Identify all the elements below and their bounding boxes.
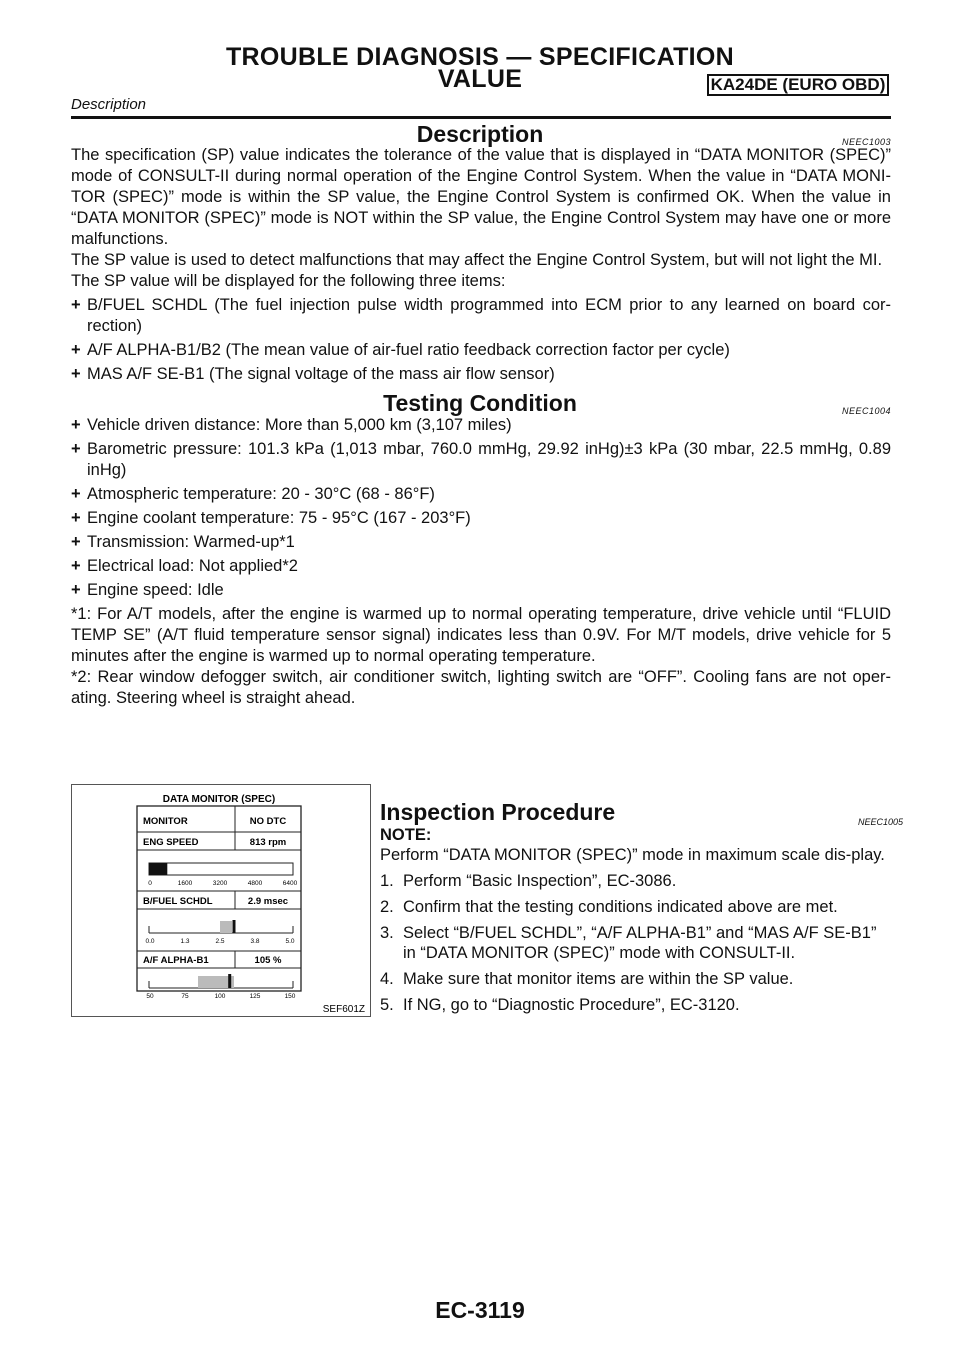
figure-row-label: A/F ALPHA-B1: [143, 955, 209, 966]
scale-label: 125: [249, 993, 261, 1000]
step-number: 5.: [380, 996, 394, 1014]
step-number: 4.: [380, 970, 394, 988]
header-title-line2: VALUE: [437, 65, 523, 93]
scale-label: 75: [181, 993, 189, 1000]
inspection-step: [380, 897, 892, 917]
header-subtitle: Description: [71, 96, 147, 113]
testing-bullet: + Engine coolant temperature: 75 - 95°C (167 - 203°F): [71, 508, 891, 529]
scale-label: 3.8: [250, 938, 260, 945]
step-text: Perform “Basic Inspection”, EC-3086.: [403, 872, 677, 890]
note-label: NOTE:: [380, 826, 432, 844]
description-bullet: + MAS A/F SE-B1 (The signal voltage of the mass air flow sensor): [71, 364, 891, 385]
scale-label: 4800: [247, 880, 263, 887]
figure-title: DATA MONITOR (SPEC): [162, 794, 276, 805]
description-heading: Description: [416, 121, 544, 147]
testing-bullet: + Transmission: Warmed-up*1: [71, 532, 891, 553]
header-title-line1: TROUBLE DIAGNOSIS — SPECIFICATION: [225, 43, 735, 71]
testing-bullet: + Atmospheric temperature: 20 - 30°C (68 - 86°F): [71, 484, 891, 505]
inspection-code: NEEC1005: [858, 817, 904, 827]
bar-frame: [149, 863, 293, 875]
bar-indicator: [233, 920, 236, 933]
figure-row-value: 2.9 msec: [247, 896, 289, 907]
testing-note: *1: For A/T models, after the engine is warmed up to normal operating temperature, drive vehicle until “FLUID TEMP SE” (A/T fluid temperature sensor signal) indicates less than 0.9V. For M/T models, drive vehicle for 5 minutes after the engine is warmed up to normal operating temperature.: [71, 605, 891, 665]
testing-bullet: + Engine speed: Idle: [71, 580, 891, 601]
range-shade: [220, 921, 232, 933]
bar-indicator: [228, 974, 231, 988]
step-text: If NG, go to “Diagnostic Procedure”, EC-3120.: [403, 996, 740, 1014]
step-number: 2.: [380, 898, 394, 916]
eng-speed-bar-graph: [148, 863, 297, 887]
scale-label: 6400: [282, 880, 298, 887]
description-body: [71, 145, 891, 388]
figure-row-label: B/FUEL SCHDL: [143, 896, 213, 907]
af-alpha-bar-graph: [146, 974, 295, 1000]
bar-fill: [149, 863, 167, 875]
inspection-step: [380, 995, 892, 1015]
step-number: 1.: [380, 872, 394, 890]
description-bullet: + B/FUEL SCHDL (The fuel injection pulse width programmed into ECM prior to any learned on board cor-rection): [71, 295, 891, 337]
testing-heading: Testing Condition: [383, 390, 577, 416]
figure-row-value: 105 %: [254, 955, 282, 966]
step-text: Confirm that the testing conditions indicated above are met.: [403, 898, 838, 916]
figure-row-label: ENG SPEED: [143, 837, 199, 848]
step-number: 3.: [380, 924, 394, 942]
testing-note: *2: Rear window defogger switch, air conditioner switch, lighting switch are “OFF”. Cooling fans are not oper-ating. Steering wheel is straight ahead.: [71, 668, 891, 707]
scale-label: 1.3: [180, 938, 190, 945]
scale-label: 100: [214, 993, 226, 1000]
description-bullet: + A/F ALPHA-B1/B2 (The mean value of air-fuel ratio feedback correction factor per cycle): [71, 340, 891, 361]
description-paragraph: The SP value will be displayed for the following three items:: [71, 272, 506, 290]
figure-monitor-value: NO DTC: [249, 816, 287, 827]
scale-label: 1600: [177, 880, 193, 887]
testing-code: NEEC1004: [841, 406, 891, 416]
figure-monitor-label: MONITOR: [143, 816, 188, 827]
scale-label: 0.0: [145, 938, 155, 945]
inspection-body: [380, 825, 892, 1015]
description-paragraph: The SP value is used to detect malfunctions that may affect the Engine Control System, but will not light the MI.: [71, 251, 883, 269]
inspection-step: [380, 969, 892, 989]
description-code: NEEC1003: [841, 137, 891, 147]
description-paragraph: The specification (SP) value indicates the tolerance of the value that is displayed in “DATA MONITOR (SPEC)” mode of CONSULT-II during normal operation of the Engine Control System. When the value in “DATA MONI-TOR (SPEC)” mode is within the SP value, the Engine Control System is confirmed OK. When the value in “DATA MONITOR (SPEC)” mode is NOT within the SP value, the Engine Control System may have one or more malfunctions.: [71, 146, 891, 248]
step-text: Make sure that monitor items are within the SP value.: [403, 970, 794, 988]
testing-bullet: + Barometric pressure: 101.3 kPa (1,013 mbar, 760.0 mmHg, 29.92 inHg)±3 kPa (30 mbar, 22.5 mmHg, 0.89 inHg): [71, 439, 891, 481]
inspection-step: [380, 871, 892, 891]
figure-caption: SEF601Z: [322, 1004, 365, 1015]
scale-label: 5.0: [285, 938, 295, 945]
note-text: Perform “DATA MONITOR (SPEC)” mode in maximum scale dis-play.: [380, 846, 885, 864]
engine-badge: KA24DE (EURO OBD): [707, 74, 889, 96]
header-rule: [71, 116, 891, 119]
inspection-heading: Inspection Procedure: [380, 799, 616, 825]
data-monitor-screen: [72, 785, 370, 1016]
testing-bullet: + Vehicle driven distance: More than 5,000 km (3,107 miles): [71, 415, 891, 436]
fuel-schdl-bar-graph: [145, 920, 294, 945]
scale-label: 0: [148, 880, 152, 887]
scale-label: 150: [284, 993, 296, 1000]
figure-row-value: 813 rpm: [249, 837, 287, 848]
page-number: EC-3119: [435, 1297, 525, 1323]
testing-body: [71, 412, 891, 709]
inspection-step: [380, 923, 892, 963]
scale-label: 2.5: [215, 938, 225, 945]
step-text: Select “B/FUEL SCHDL”, “A/F ALPHA-B1” and “MAS A/F SE-B1” in “DATA MONITOR (SPEC)” mode with CONSULT-II.: [403, 924, 877, 962]
data-monitor-figure: [71, 784, 371, 1017]
testing-bullet: + Electrical load: Not applied*2: [71, 556, 891, 577]
scale-label: 50: [146, 993, 154, 1000]
scale-label: 3200: [212, 880, 228, 887]
